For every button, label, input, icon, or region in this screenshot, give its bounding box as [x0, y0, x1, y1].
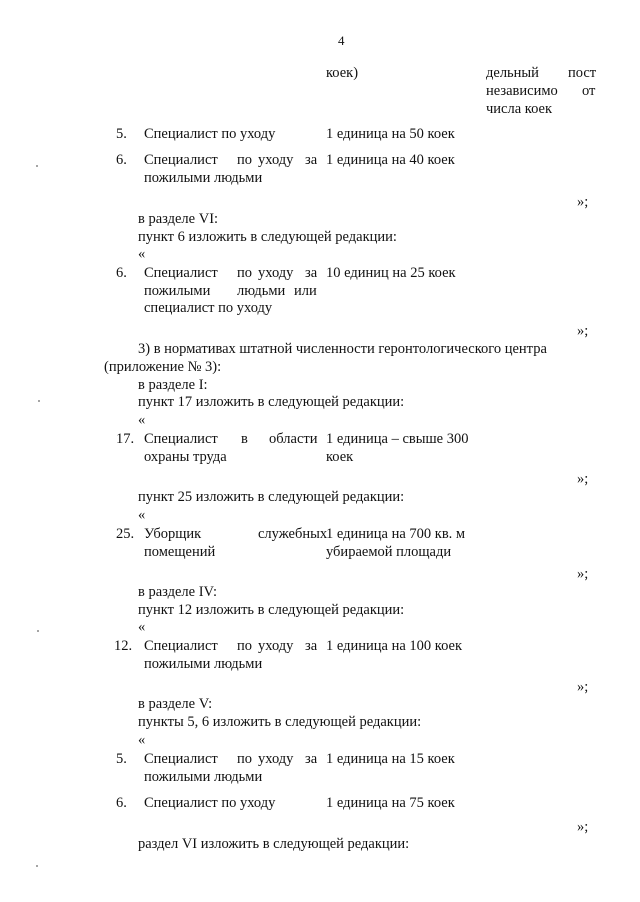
top-col3-line1-a: дельный: [486, 65, 539, 81]
row-number: 6.: [116, 265, 127, 281]
scan-speck: [38, 400, 40, 402]
row-position-line2: пожилыми людьми: [144, 769, 263, 785]
row-position-word: по: [237, 152, 253, 168]
close-quote: »;: [577, 819, 589, 835]
row-position-line2: пожилыми людьми: [144, 170, 263, 186]
top-col3-line2-b: от: [582, 83, 596, 99]
item3-line2: (приложение № 3):: [104, 359, 222, 375]
row-position-word: области: [269, 431, 318, 447]
row-position-word: за: [305, 751, 318, 767]
row-number: 5.: [116, 126, 127, 142]
section-heading: в разделе I:: [138, 377, 208, 393]
row-position: Специалист по уходу: [144, 126, 276, 142]
row-position-word: за: [305, 152, 318, 168]
row-position-word: по: [237, 638, 253, 654]
section-instruction: пункты 5, 6 изложить в следующей редакции:: [138, 714, 422, 730]
row-value: 1 единица на 75 коек: [326, 795, 455, 811]
row-value: 1 единица на 50 коек: [326, 126, 455, 142]
row-value: 1 единица на 100 коек: [326, 638, 463, 654]
row-position-word: Специалист: [144, 265, 218, 281]
row-position-word: Специалист: [144, 152, 218, 168]
open-quote: «: [138, 732, 146, 748]
row-value: 10 единиц на 25 коек: [326, 265, 456, 281]
row-position-word: Специалист: [144, 751, 218, 767]
row-position-word: за: [305, 638, 318, 654]
open-quote: «: [138, 412, 146, 428]
scan-speck: [36, 865, 38, 867]
close-quote: »;: [577, 471, 589, 487]
section-heading: в разделе VI:: [138, 211, 219, 227]
row-position-word: по: [237, 265, 253, 281]
row-number: 6.: [116, 795, 127, 811]
row-position-word: уходу: [258, 638, 294, 654]
final-instruction: раздел VI изложить в следующей редакции:: [138, 836, 410, 852]
row-position-word: пожилыми: [144, 283, 211, 299]
row-position: Специалист по уходу: [144, 795, 276, 811]
row-value: 1 единица на 15 коек: [326, 751, 455, 767]
row-value-line2: коек: [326, 449, 354, 465]
row-number: 5.: [116, 751, 127, 767]
section-instruction: пункт 6 изложить в следующей редакции:: [138, 229, 397, 245]
row-position-line3: специалист по уходу: [144, 300, 273, 316]
row-position-line2: помещений: [144, 544, 216, 560]
section-instruction: пункт 17 изложить в следующей редакции:: [138, 394, 405, 410]
section-instruction: пункт 12 изложить в следующей редакции:: [138, 602, 405, 618]
row-position-word: в: [241, 431, 248, 447]
page-number: 4: [338, 33, 345, 48]
top-col2: коек): [326, 65, 359, 81]
row-value: 1 единица – свыше 300: [326, 431, 469, 447]
row-position-word: служебных: [258, 526, 328, 542]
row-number: 6.: [116, 152, 127, 168]
open-quote: «: [138, 507, 146, 523]
row-position-line2: пожилыми людьми: [144, 656, 263, 672]
row-position-line2: охраны труда: [144, 449, 227, 465]
section-heading: в разделе V:: [138, 696, 213, 712]
row-value: 1 единица на 700 кв. м: [326, 526, 466, 542]
open-quote: «: [138, 619, 146, 635]
row-position-word: или: [294, 283, 317, 299]
close-quote: »;: [577, 323, 589, 339]
item3-line1: 3) в нормативах штатной численности геронтологического центра: [138, 341, 547, 357]
row-position-word: Специалист: [144, 638, 218, 654]
top-col3-line3: числа коек: [486, 101, 553, 117]
row-position-word: людьми: [237, 283, 286, 299]
row-position-word: уходу: [258, 152, 294, 168]
row-number: 25.: [116, 526, 135, 542]
row-number: 17.: [116, 431, 135, 447]
row-position-word: Специалист: [144, 431, 218, 447]
row-number: 12.: [114, 638, 133, 654]
close-quote: »;: [577, 194, 589, 210]
row-position-word: за: [305, 265, 318, 281]
scan-speck: [36, 165, 38, 167]
close-quote: »;: [577, 679, 589, 695]
row-value: 1 единица на 40 коек: [326, 152, 455, 168]
row-position-word: уходу: [258, 265, 294, 281]
section-instruction: пункт 25 изложить в следующей редакции:: [138, 489, 405, 505]
open-quote: «: [138, 246, 146, 262]
section-heading: в разделе IV:: [138, 584, 217, 600]
row-position-word: по: [237, 751, 253, 767]
row-value-line2: убираемой площади: [326, 544, 452, 560]
row-position-word: Уборщик: [144, 526, 202, 542]
row-position-word: уходу: [258, 751, 294, 767]
scan-speck: [37, 630, 39, 632]
close-quote: »;: [577, 566, 589, 582]
top-col3-line2-a: независимо: [486, 83, 558, 99]
top-col3-line1-b: пост: [568, 65, 597, 81]
